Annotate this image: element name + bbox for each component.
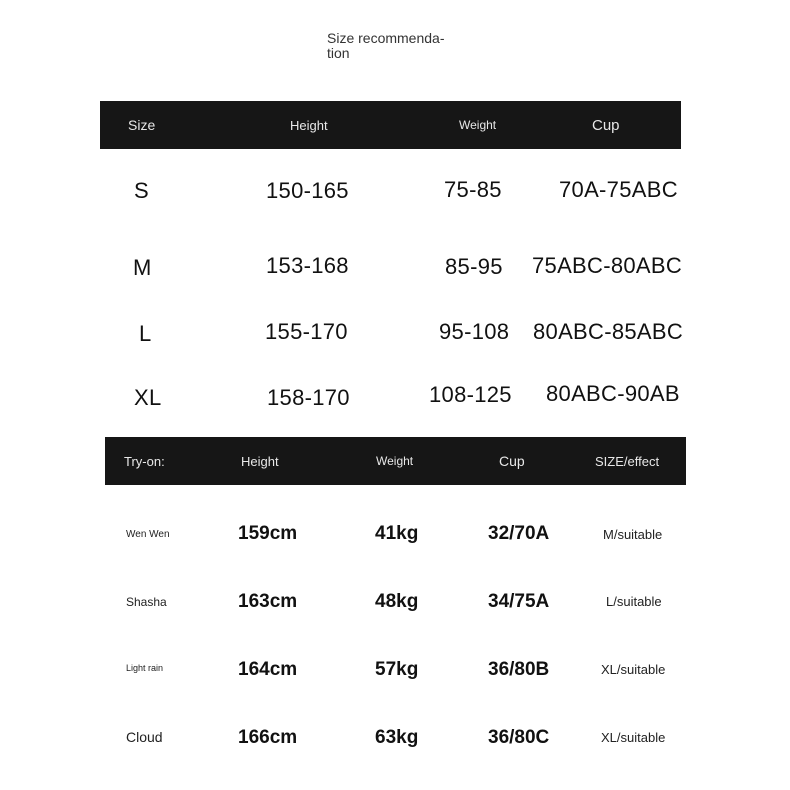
page-title: Size recommenda- tion [327,30,445,61]
tryon-table-header [105,437,686,485]
model-weight: 63kg [375,727,419,748]
size-cup: 70A-75ABC [559,177,678,202]
model-effect: XL/suitable [601,730,666,745]
model-cup: 34/75A [488,591,550,612]
model-effect: L/suitable [606,594,662,609]
model-effect: XL/suitable [601,662,666,677]
size-height: 150-165 [266,178,349,203]
size-cup: 80ABC-90AB [546,381,680,406]
size-weight: 75-85 [444,177,502,202]
size-height: 155-170 [265,319,348,344]
model-weight: 41kg [375,523,419,544]
model-height: 166cm [238,727,298,748]
model-cup: 36/80B [488,659,550,680]
model-cup: 36/80C [488,727,550,748]
header-cup: Cup [592,116,620,134]
header-height: Height [241,453,279,469]
model-name: Shasha [126,595,167,609]
header-size: Size [128,117,156,133]
header-weight: Weight [376,454,414,468]
model-name: Wen Wen [126,529,170,540]
model-height: 163cm [238,591,298,612]
model-weight: 57kg [375,659,419,680]
model-cup: 32/70A [488,523,550,544]
header-height: Height [290,117,328,133]
size-label: S [134,178,149,203]
header-tryon: Try-on: [124,453,165,469]
size-table-header [100,101,681,149]
size-cup: 75ABC-80ABC [532,253,683,278]
size-weight: 85-95 [445,254,503,279]
size-label: XL [134,385,162,410]
header-weight: Weight [459,118,497,132]
size-weight: 108-125 [429,382,512,407]
header-cup: Cup [499,453,525,469]
model-height: 159cm [238,523,298,544]
model-effect: M/suitable [603,527,663,542]
size-cup: 80ABC-85ABC [533,319,684,344]
size-label: L [139,321,152,346]
size-label: M [133,255,152,280]
size-height: 158-170 [267,385,350,410]
model-weight: 48kg [375,591,419,612]
size-height: 153-168 [266,253,349,278]
header-size-effect: SIZE/effect [595,453,660,469]
model-name: Light rain [126,663,164,673]
model-name: Cloud [126,729,163,745]
size-weight: 95-108 [439,319,510,344]
model-height: 164cm [238,659,298,680]
